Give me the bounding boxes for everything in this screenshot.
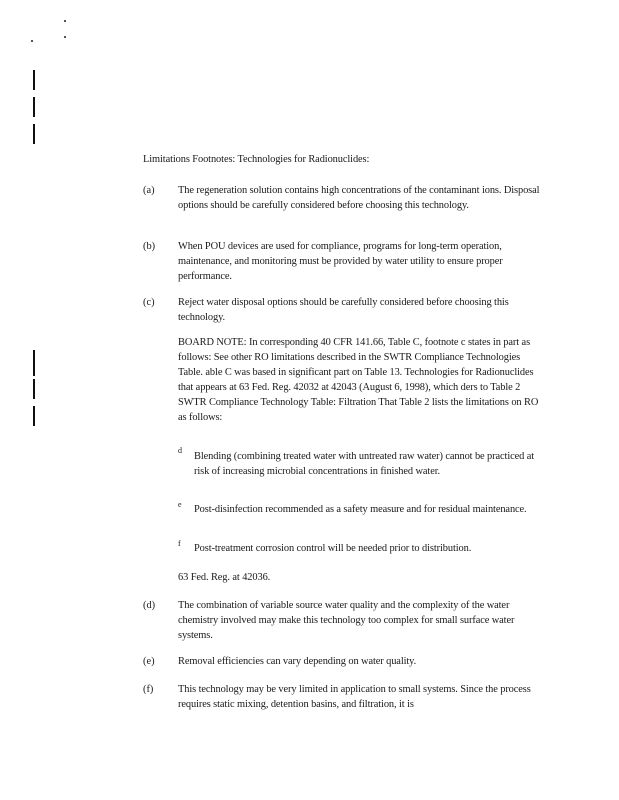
change-bar [33, 379, 35, 399]
item-text: Removal efficiencies can vary depending on water quality. [178, 656, 417, 667]
change-bar [33, 70, 35, 90]
item-label: (b) [143, 241, 156, 252]
change-bar [33, 406, 35, 426]
footnote-text: Blending (combining treated water with untreated raw water) cannot be practiced at risk of increasing microbial concentrations in finished water. [194, 451, 535, 477]
item-label: (c) [143, 297, 155, 308]
scan-speck [64, 36, 66, 38]
scan-speck [64, 20, 66, 22]
item-text: This technology may be very limited in application to small systems. Since the process requires static mixing, detention basins, and filtration, it is [178, 684, 531, 710]
footnote-text: Post-disinfection recommended as a safety measure and for residual maintenance. [194, 504, 527, 515]
scan-speck [31, 40, 33, 42]
board-note: BOARD NOTE: In corresponding 40 CFR 141.66, Table C, footnote c states in part as follows: See other RO limitations described in the SWTR Compliance Technologies Table. able C was based in significant part on Table 13. Technologies for Radionuclides that appears at 63 Fed. Reg. 42032 at 42043 (August 6, 1998), which ders to Table 2 SWTR Compliance Technology Table: Filtration That Table 2 lists the limitations on RO as follows: [178, 337, 539, 423]
item-label: (e) [143, 656, 155, 667]
change-bar [33, 97, 35, 117]
item-label: (a) [143, 185, 155, 196]
item-text: The combination of variable source water quality and the complexity of the water chemistry involved may make this technology too complex for small surface water systems. [178, 600, 515, 641]
citation: 63 Fed. Reg. at 42036. [178, 572, 271, 583]
footnote-mark: d [178, 446, 182, 455]
footnote-mark: e [178, 500, 182, 509]
change-bar [33, 350, 35, 376]
footnote-text: Post-treatment corrosion control will be needed prior to distribution. [194, 543, 472, 554]
change-bar [33, 124, 35, 144]
item-text: The regeneration solution contains high concentrations of the contaminant ions. Disposal options should be carefully considered before choosing this technology. [178, 185, 540, 211]
item-label: (f) [143, 684, 154, 695]
item-label: (d) [143, 600, 156, 611]
footnote-mark: f [178, 539, 181, 548]
section-heading: Limitations Footnotes: Technologies for Radionuclides: [143, 154, 370, 165]
item-text: Reject water disposal options should be carefully considered before choosing this technology. [178, 297, 509, 323]
item-text: When POU devices are used for compliance, programs for long-term operation, maintenance, and monitoring must be provided by water utility to ensure proper performance. [178, 241, 503, 282]
